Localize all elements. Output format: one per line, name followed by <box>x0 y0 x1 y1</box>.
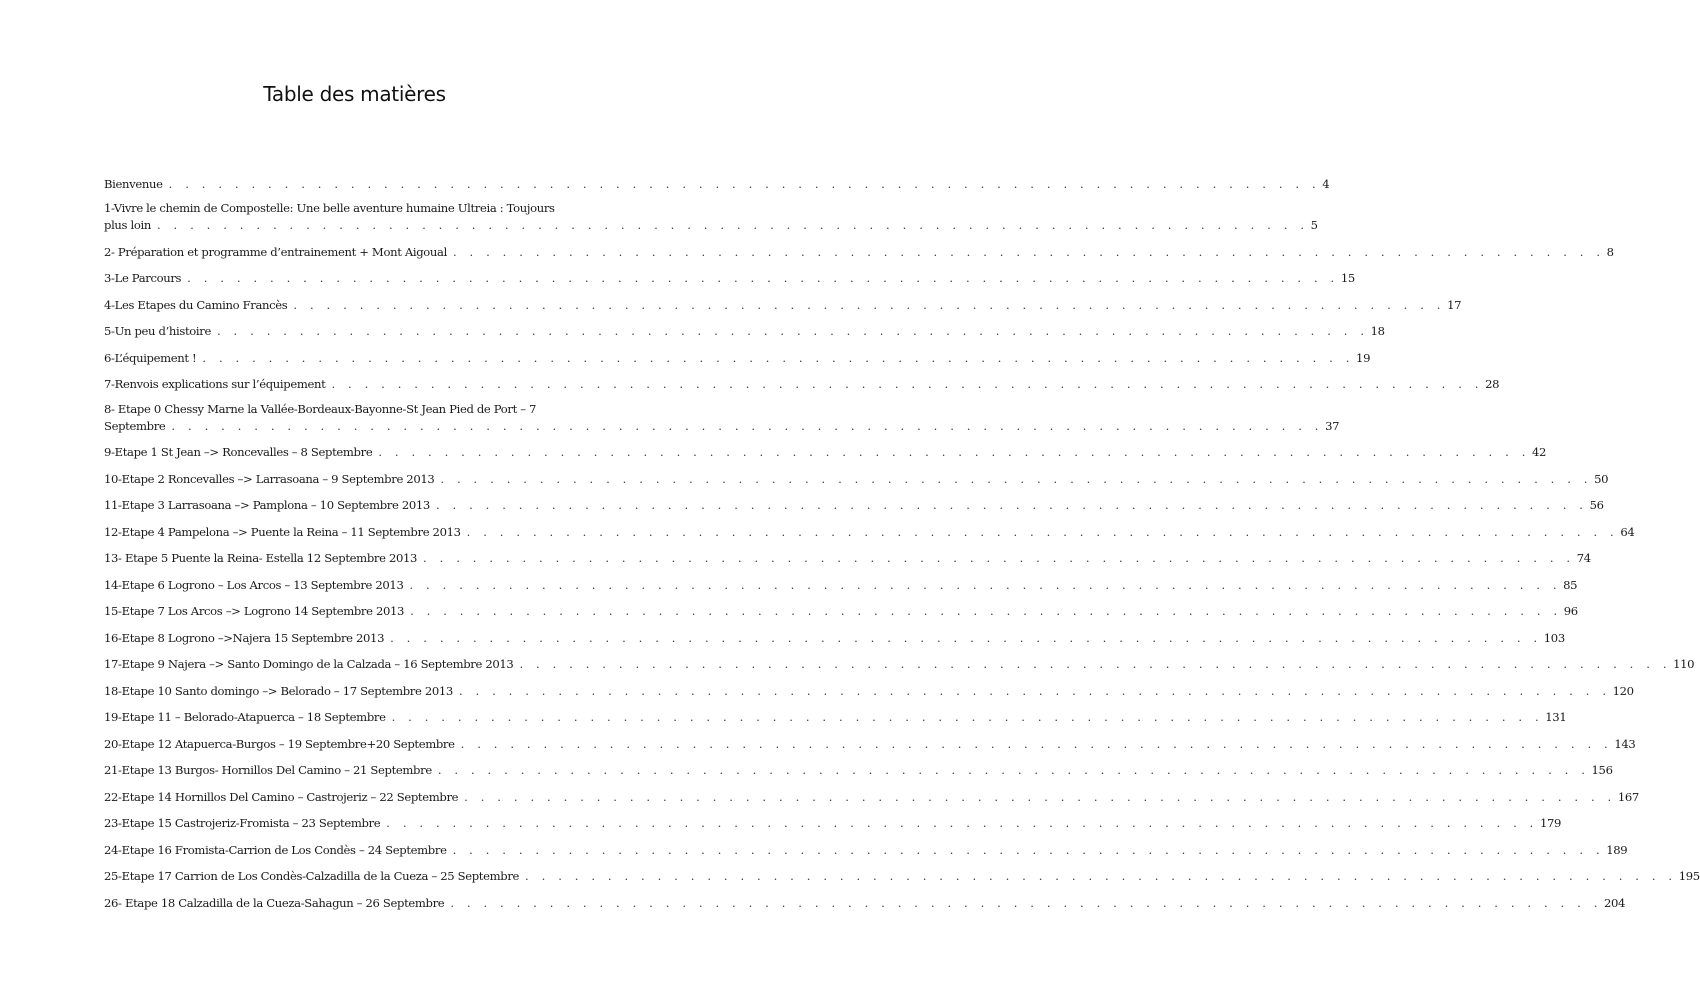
toc-entry[interactable] <box>104 296 1462 314</box>
dot-leader: . . . . . . . . . . . . . . . . . . . . . . . . . . . . . . . . . . . . . . . . . . . . . . . . . . . . . . . . . . . . . . . . . . . . . . <box>460 736 1613 751</box>
toc-entry[interactable] <box>104 470 1609 488</box>
toc-page-number: 37 <box>1325 418 1340 433</box>
toc-entry-title-line: 8- Etape 0 Chessy Marne la Vallée-Bordeaux-Bayonne-St Jean Pied de Port – 7 <box>104 401 537 416</box>
toc-entry-title: plus loin <box>104 218 151 233</box>
dot-leader: . . . . . . . . . . . . . . . . . . . . . . . . . . . . . . . . . . . . . . . . . . . . . . . . . . . . . . . . . . . . . . . . . . . . . . <box>450 895 1602 910</box>
dot-leader: . . . . . . . . . . . . . . . . . . . . . . . . . . . . . . . . . . . . . . . . . . . . . . . . . . . . . . . . . . . . . . . . . . . . . . <box>187 271 1339 286</box>
toc-entry-title-line: 1-Vivre le chemin de Compostelle: Une belle aventure humaine Ultreia : Toujours <box>104 201 555 216</box>
toc-page-number: 189 <box>1606 842 1628 857</box>
toc-entry-title: 9-Etape 1 St Jean –> Roncevalles – 8 Septembre <box>104 445 373 460</box>
toc-entry[interactable] <box>104 867 1700 885</box>
toc-entry-title: 4-Les Etapes du Camino Francès <box>104 297 288 312</box>
dot-leader: . . . . . . . . . . . . . . . . . . . . . . . . . . . . . . . . . . . . . . . . . . . . . . . . . . . . . . . . . . . . . . . . . . . . . . <box>464 789 1616 804</box>
toc-entry[interactable] <box>104 602 1578 620</box>
dot-leader: . . . . . . . . . . . . . . . . . . . . . . . . . . . . . . . . . . . . . . . . . . . . . . . . . . . . . . . . . . . . . . . . . . . . . . <box>390 630 1542 645</box>
toc-page-number: 85 <box>1563 577 1578 592</box>
toc-entry-title: 7-Renvois explications sur l’équipement <box>104 377 326 392</box>
toc-page-number: 64 <box>1620 524 1635 539</box>
toc-entry[interactable] <box>104 443 1547 461</box>
toc-entry[interactable] <box>104 243 1614 261</box>
toc-entry-title: 3-Le Parcours <box>104 271 182 286</box>
toc-entry-title: 26- Etape 18 Calzadilla de la Cueza-Sahagun – 26 Septembre <box>104 895 445 910</box>
dot-leader: . . . . . . . . . . . . . . . . . . . . . . . . . . . . . . . . . . . . . . . . . . . . . . . . . . . . . . . . . . . . . . . . . . . . . . <box>171 418 1324 433</box>
toc-page-number: 120 <box>1612 683 1634 698</box>
toc-page-number: 42 <box>1532 445 1547 460</box>
toc-entry[interactable] <box>104 841 1628 859</box>
toc-entry[interactable] <box>104 655 1695 673</box>
toc-page-number: 110 <box>1673 657 1695 672</box>
toc-entry[interactable] <box>104 682 1634 700</box>
toc-entry-title: 6-L’équipement ! <box>104 350 197 365</box>
dot-leader: . . . . . . . . . . . . . . . . . . . . . . . . . . . . . . . . . . . . . . . . . . . . . . . . . . . . . . . . . . . . . . . . . . . . . . <box>452 244 1605 259</box>
dot-leader: . . . . . . . . . . . . . . . . . . . . . . . . . . . . . . . . . . . . . . . . . . . . . . . . . . . . . . . . . . . . . . . . . . . . . . <box>386 816 1538 831</box>
toc-page-number: 156 <box>1591 763 1613 778</box>
dot-leader: . . . . . . . . . . . . . . . . . . . . . . . . . . . . . . . . . . . . . . . . . . . . . . . . . . . . . . . . . . . . . . . . . . . . . . <box>519 657 1672 672</box>
toc-entry[interactable] <box>104 175 1330 193</box>
page-title: Table des matières <box>263 82 446 106</box>
toc-entry[interactable] <box>104 401 1340 435</box>
toc-entry[interactable] <box>104 735 1636 753</box>
toc-entry[interactable] <box>104 375 1500 393</box>
dot-leader: . . . . . . . . . . . . . . . . . . . . . . . . . . . . . . . . . . . . . . . . . . . . . . . . . . . . . . . . . . . . . . . . . . . . . . <box>525 869 1677 884</box>
dot-leader: . . . . . . . . . . . . . . . . . . . . . . . . . . . . . . . . . . . . . . . . . . . . . . . . . . . . . . . . . . . . . . . . . . . . . . <box>156 218 1309 233</box>
toc-entry-title: 14-Etape 6 Logrono – Los Arcos – 13 Septembre 2013 <box>104 577 404 592</box>
toc-entry[interactable] <box>104 549 1591 567</box>
toc-page-number: 18 <box>1370 324 1385 339</box>
toc-entry[interactable] <box>104 629 1565 647</box>
toc-entry[interactable] <box>104 814 1562 832</box>
dot-leader: . . . . . . . . . . . . . . . . . . . . . . . . . . . . . . . . . . . . . . . . . . . . . . . . . . . . . . . . . . . . . . . . . . . . . . <box>458 683 1611 698</box>
toc-entry-title: 16-Etape 8 Logrono –>Najera 15 Septembre 2013 <box>104 630 385 645</box>
toc-entry-title: 2- Préparation et programme d’entrainement + Mont Aigoual <box>104 244 447 259</box>
toc-entry-title: 24-Etape 16 Fromista-Carrion de Los Condès – 24 Septembre <box>104 842 447 857</box>
toc-entry-title: 11-Etape 3 Larrasoana –> Pamplona – 10 Septembre 2013 <box>104 498 430 513</box>
toc-page-number: 143 <box>1614 736 1636 751</box>
toc-page-number: 17 <box>1447 297 1462 312</box>
dot-leader: . . . . . . . . . . . . . . . . . . . . . . . . . . . . . . . . . . . . . . . . . . . . . . . . . . . . . . . . . . . . . . . . . . . . . . <box>435 498 1588 513</box>
dot-leader: . . . . . . . . . . . . . . . . . . . . . . . . . . . . . . . . . . . . . . . . . . . . . . . . . . . . . . . . . . . . . . . . . . . . . . <box>410 604 1562 619</box>
toc-page-number: 4 <box>1322 177 1330 191</box>
dot-leader: . . . . . . . . . . . . . . . . . . . . . . . . . . . . . . . . . . . . . . . . . . . . . . . . . . . . . . . . . . . . . . . . . . . . . . <box>293 297 1446 312</box>
dot-leader: . . . . . . . . . . . . . . . . . . . . . . . . . . . . . . . . . . . . . . . . . . . . . . . . . . . . . . . . . . . . . . . . . . . . . . <box>378 445 1530 460</box>
dot-leader: . . . . . . . . . . . . . . . . . . . . . . . . . . . . . . . . . . . . . . . . . . . . . . . . . . . . . . . . . . . . . . . . . . . . . . <box>202 350 1355 365</box>
dot-leader: . . . . . . . . . . . . . . . . . . . . . . . . . . . . . . . . . . . . . . . . . . . . . . . . . . . . . . . . . . . . . . . . . . . . . . <box>409 577 1562 592</box>
dot-leader: . . . . . . . . . . . . . . . . . . . . . . . . . . . . . . . . . . . . . . . . . . . . . . . . . . . . . . . . . . . . . . . . . . . . . . <box>423 551 1575 566</box>
toc-entry-title: Bienvenue <box>104 177 163 191</box>
table-of-contents <box>104 175 1700 920</box>
toc-page-number: 8 <box>1606 244 1614 259</box>
dot-leader: . . . . . . . . . . . . . . . . . . . . . . . . . . . . . . . . . . . . . . . . . . . . . . . . . . . . . . . . . . . . . . . . . . . . . . <box>391 710 1544 725</box>
toc-page-number: 50 <box>1594 471 1609 486</box>
toc-page-number: 131 <box>1545 710 1567 725</box>
toc-entry[interactable] <box>104 322 1385 340</box>
toc-entry-title: 12-Etape 4 Pampelona –> Puente la Reina – 11 Septembre 2013 <box>104 524 461 539</box>
toc-entry-title: 17-Etape 9 Najera –> Santo Domingo de la Calzada – 16 Septembre 2013 <box>104 657 514 672</box>
toc-entry-title: 5-Un peu d’histoire <box>104 324 211 339</box>
toc-entry[interactable] <box>104 496 1604 514</box>
toc-entry-title: 10-Etape 2 Roncevalles –> Larrasoana – 9 Septembre 2013 <box>104 471 435 486</box>
toc-page-number: 5 <box>1310 218 1318 233</box>
toc-entry[interactable] <box>104 894 1626 912</box>
toc-entry[interactable] <box>104 269 1355 287</box>
dot-leader: . . . . . . . . . . . . . . . . . . . . . . . . . . . . . . . . . . . . . . . . . . . . . . . . . . . . . . . . . . . . . . . . . . . . . . <box>466 524 1619 539</box>
toc-entry[interactable] <box>104 708 1567 726</box>
toc-entry-title: 19-Etape 11 – Belorado-Atapuerca – 18 Septembre <box>104 710 386 725</box>
dot-leader: . . . . . . . . . . . . . . . . . . . . . . . . . . . . . . . . . . . . . . . . . . . . . . . . . . . . . . . . . . . . . . . . . . . . . . <box>331 377 1484 392</box>
dot-leader: . . . . . . . . . . . . . . . . . . . . . . . . . . . . . . . . . . . . . . . . . . . . . . . . . . . . . . . . . . . . . . . . . . . . . . <box>452 842 1605 857</box>
toc-entry-title: 25-Etape 17 Carrion de Los Condès-Calzadilla de la Cueza – 25 Septembre <box>104 869 520 884</box>
toc-entry[interactable] <box>104 349 1371 367</box>
dot-leader: . . . . . . . . . . . . . . . . . . . . . . . . . . . . . . . . . . . . . . . . . . . . . . . . . . . . . . . . . . . . . . . . . . . . . . <box>216 324 1369 339</box>
toc-entry-title: 21-Etape 13 Burgos- Hornillos Del Camino – 21 Septembre <box>104 763 432 778</box>
dot-leader: . . . . . . . . . . . . . . . . . . . . . . . . . . . . . . . . . . . . . . . . . . . . . . . . . . . . . . . . . . . . . . . . . . . . . . <box>437 763 1590 778</box>
toc-entry[interactable] <box>104 576 1578 594</box>
toc-entry-title: 22-Etape 14 Hornillos Del Camino – Castrojeriz – 22 Septembre <box>104 789 459 804</box>
toc-entry-title: 20-Etape 12 Atapuerca-Burgos – 19 Septembre+20 Septembre <box>104 736 455 751</box>
toc-page-number: 56 <box>1589 498 1604 513</box>
toc-entry[interactable] <box>104 788 1639 806</box>
dot-leader: . . . . . . . . . . . . . . . . . . . . . . . . . . . . . . . . . . . . . . . . . . . . . . . . . . . . . . . . . . . . . . . . . . . . . . <box>168 177 1321 191</box>
toc-page-number: 195 <box>1678 869 1700 884</box>
toc-page-number: 15 <box>1340 271 1355 286</box>
toc-page-number: 74 <box>1576 551 1591 566</box>
toc-page-number: 204 <box>1604 895 1626 910</box>
toc-page-number: 103 <box>1543 630 1565 645</box>
toc-entry-title: Septembre <box>104 418 166 433</box>
toc-entry-title: 13- Etape 5 Puente la Reina- Estella 12 Septembre 2013 <box>104 551 418 566</box>
toc-page-number: 179 <box>1539 816 1562 831</box>
toc-entry-title: 15-Etape 7 Los Arcos –> Logrono 14 Septembre 2013 <box>104 604 405 619</box>
toc-page-number: 19 <box>1356 350 1371 365</box>
toc-entry[interactable] <box>104 201 1318 234</box>
toc-page-number: 96 <box>1563 604 1578 619</box>
toc-page-number: 167 <box>1617 789 1639 804</box>
toc-entry[interactable] <box>104 761 1613 779</box>
toc-page-number: 28 <box>1485 377 1500 392</box>
toc-entry-title: 18-Etape 10 Santo domingo –> Belorado – 17 Septembre 2013 <box>104 683 453 698</box>
dot-leader: . . . . . . . . . . . . . . . . . . . . . . . . . . . . . . . . . . . . . . . . . . . . . . . . . . . . . . . . . . . . . . . . . . . . . . <box>440 471 1593 486</box>
toc-entry[interactable] <box>104 523 1635 541</box>
toc-entry-title: 23-Etape 15 Castrojeriz-Fromista – 23 Septembre <box>104 816 381 831</box>
